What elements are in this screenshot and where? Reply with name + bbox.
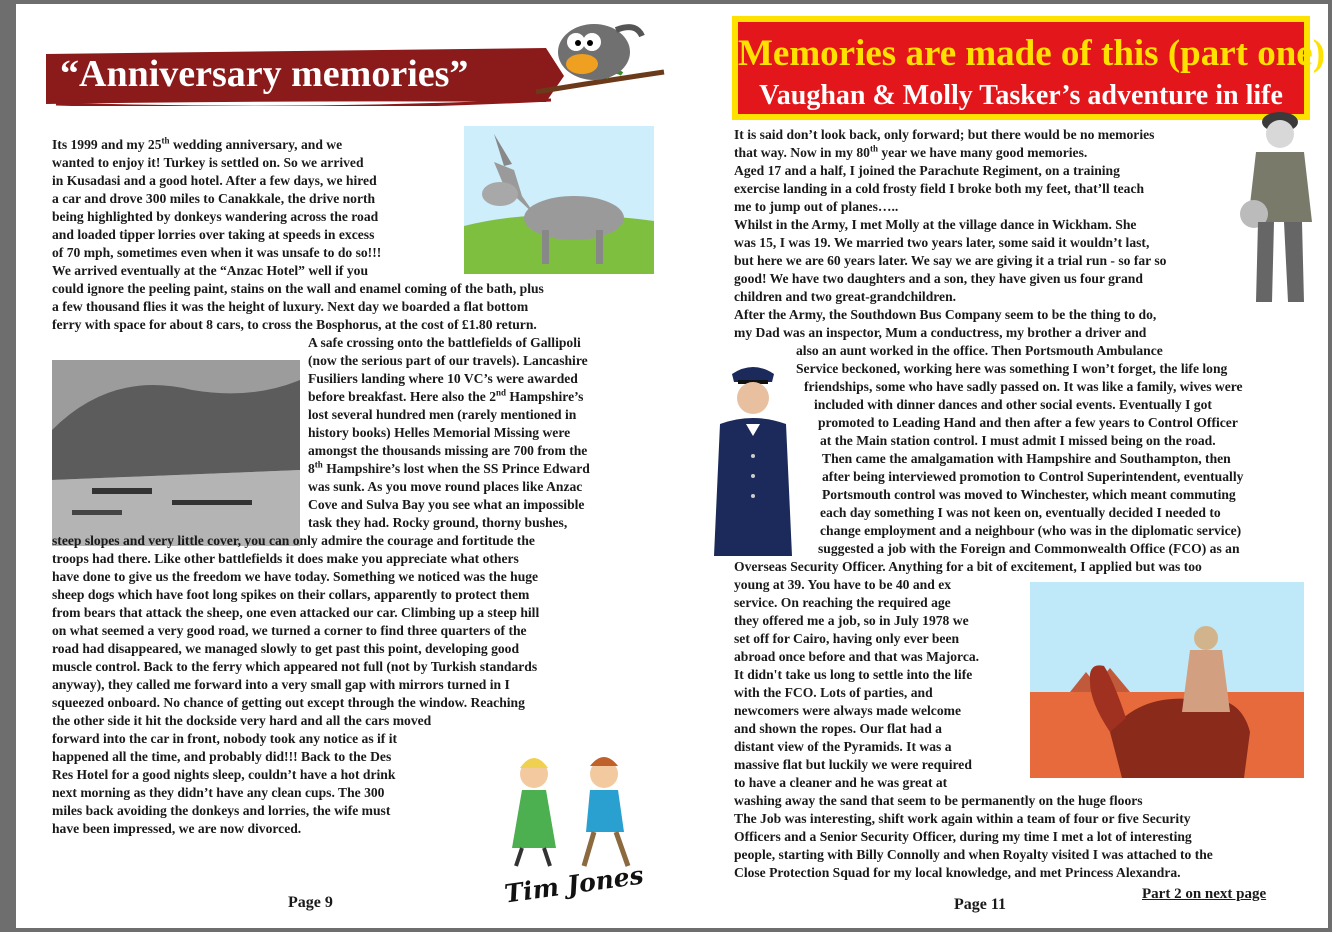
text-line: in Kusadasi and a good hotel. After a few days, we hired xyxy=(52,173,377,188)
text-line: washing away the sand that seem to be permanently on the huge floors xyxy=(734,793,1143,808)
text-line: at the Main station control. I must admit I missed being on the road. xyxy=(820,433,1216,448)
text-line: ferry with space for about 8 cars, to cross the Bosphorus, at the cost of £1.80 return. xyxy=(52,317,537,332)
text-line: (now the serious part of our travels). Lancashire xyxy=(308,353,588,368)
text-line: abroad once before and that was Majorca. xyxy=(734,649,980,664)
author-signature: Tim Jones xyxy=(502,860,646,909)
text-line: young at 39. You have to be 40 and ex xyxy=(734,577,952,592)
paratrooper-photo xyxy=(1234,102,1326,314)
text-line: Portsmouth control was moved to Winchester, which meant commuting xyxy=(822,487,1236,502)
bird-cartoon-icon xyxy=(536,12,666,122)
text-line: of 70 mph, sometimes even when it was unsafe to do so!!! xyxy=(52,245,382,260)
text-line: Cove and Sulva Bay you see what an impossible xyxy=(308,497,585,512)
page-number: Page 9 xyxy=(288,894,333,911)
text-line: on what seemed a very good road, we turned a corner to find three quarters of the xyxy=(52,623,527,638)
article-subtitle: Vaughan & Molly Tasker’s adventure in life xyxy=(759,80,1283,111)
title-banner xyxy=(732,16,1326,120)
text-line: It is said don’t look back, only forward; but there would be no memories xyxy=(734,127,1155,142)
text-line: distant view of the Pyramids. It was a xyxy=(734,739,952,754)
text-line: and shown the ropes. Our flat had a xyxy=(734,721,942,736)
text-line: The Job was interesting, shift work again within a team of four or five Security xyxy=(734,811,1191,826)
text-line: promoted to Leading Hand and then after a few years to Control Officer xyxy=(818,415,1238,430)
text-line: suggested a job with the Foreign and Commonwealth Office (FCO) as an xyxy=(818,541,1240,556)
text-line: Service beckoned, working here was something I won’t forget, the life long xyxy=(796,361,1228,376)
text-line: It didn't take us long to settle into the life xyxy=(734,667,973,682)
text-line: service. On reaching the required age xyxy=(734,595,951,610)
article-title: Memories are made of this (part one) xyxy=(738,33,1326,74)
text-line: people, starting with Billy Connolly and when Royalty visited I was attached to the xyxy=(734,847,1213,862)
text-line: friendships, some who have sadly passed on. It was like a family, wives were xyxy=(804,379,1243,394)
text-line: anyway), they called me forward into a very small gap with mirrors turned in I xyxy=(52,677,510,692)
text-line: task they had. Rocky ground, thorny bushes, xyxy=(308,515,568,530)
right-article-text xyxy=(734,126,1243,882)
text-line: but here we are 60 years later. We say we are giving it a trial run - so far so xyxy=(734,253,1167,268)
text-line: amongst the thousands missing are 700 from the xyxy=(308,443,588,458)
text-line: Aged 17 and a half, I joined the Parachute Regiment, on a training xyxy=(734,163,1120,178)
text-line: children and two great-grandchildren. xyxy=(734,289,957,304)
text-line: miles back avoiding the donkeys and lorries, the wife must xyxy=(52,803,391,818)
continued-link[interactable]: Part 2 on next page xyxy=(1142,886,1267,902)
text-line: Overseas Security Officer. Anything for a bit of excitement, I applied but was too xyxy=(734,559,1202,574)
text-line: wanted to enjoy it! Turkey is settled on. So we arrived xyxy=(52,155,364,170)
text-line: from bears that attack the sheep, one even attacked our car. Climbing up a steep hill xyxy=(52,605,540,620)
left-article-text xyxy=(52,136,590,838)
text-line: sheep dogs which have foot long spikes on their collars, apparently to protect them xyxy=(52,587,530,602)
article-title: “Anniversary memories” xyxy=(60,53,469,95)
text-line: before breakfast. Here also the 2nd Hampshire’s xyxy=(308,387,584,404)
text-line: road had disappeared, we managed slowly to get past this point, developing good xyxy=(52,641,520,656)
text-line: lost several hundred men (rarely mentioned in xyxy=(308,407,577,422)
text-line: newcomers were always made welcome xyxy=(734,703,961,718)
text-line: good! We have two daughters and a son, they have given us four grand xyxy=(734,271,1143,286)
text-line: to have a cleaner and he was great at xyxy=(734,775,948,790)
text-line: next morning as they didn’t have any clean cups. The 300 xyxy=(52,785,385,800)
couple-cartoon-image xyxy=(486,752,654,870)
text-line: A safe crossing onto the battlefields of Gallipoli xyxy=(308,335,581,350)
text-line: after being interviewed promotion to Control Superintendent, eventually xyxy=(822,469,1244,484)
text-line: Then came the amalgamation with Hampshire and Southampton, then xyxy=(822,451,1231,466)
title-banner-fill xyxy=(738,22,1326,114)
text-line: me to jump out of planes….. xyxy=(734,199,899,214)
text-line: a few thousand flies it was the height of luxury. Next day we boarded a flat bottom xyxy=(52,299,529,314)
text-line: Fusiliers landing where 10 VC’s were awarded xyxy=(308,371,578,386)
text-line: that way. Now in my 80th year we have many good memories. xyxy=(734,143,1088,160)
text-line: troops had there. Like other battlefields it does make you appreciate what others xyxy=(52,551,519,566)
text-line: a car and drove 300 miles to Canakkale, the drive north xyxy=(52,191,376,206)
text-line: happened all the time, and probably did!!! Back to the Des xyxy=(52,749,392,764)
text-line: change employment and a neighbour (who was in the diplomatic service) xyxy=(820,523,1242,538)
text-line: massive flat but luckily we were required xyxy=(734,757,972,772)
text-line: forward into the car in front, nobody took any notice as if it xyxy=(52,731,398,746)
page-number: Page 11 xyxy=(954,896,1006,913)
text-line: muscle control. Back to the ferry which appeared not full (not by Turkish standards xyxy=(52,659,538,674)
text-line: exercise landing in a cold frosty field I broke both my feet, that’ll teach xyxy=(734,181,1145,196)
text-line: was 15, I was 19. We married two years later, some said it wouldn’t last, xyxy=(734,235,1150,250)
text-line: Whilst in the Army, I met Molly at the village dance in Wickham. She xyxy=(734,217,1137,232)
text-line: they offered me a job, so in July 1978 we xyxy=(734,613,969,628)
text-line: included with dinner dances and other social events. Eventually I got xyxy=(814,397,1212,412)
text-line: each day something I was not keen on, eventually decided I needed to xyxy=(820,505,1221,520)
text-line: my Dad was an inspector, Mum a conductress, my brother a driver and xyxy=(734,325,1147,340)
text-line: have done to give us the freedom we have today. Something we noticed was the huge xyxy=(52,569,539,584)
text-line: Its 1999 and my 25th wedding anniversary, and we xyxy=(52,135,343,152)
text-line: squeezed onboard. No chance of getting out except through the window. Reaching xyxy=(52,695,525,710)
text-line: 8th Hampshire’s lost when the SS Prince Edward xyxy=(308,459,590,476)
right-page xyxy=(674,4,1328,928)
text-line: being highlighted by donkeys wandering across the road xyxy=(52,209,379,224)
text-line: the other side it hit the dockside very hard and all the cars moved xyxy=(52,713,432,728)
text-line: Officers and a Senior Security Officer, during my time I met a lot of interesting xyxy=(734,829,1192,844)
text-line: We arrived eventually at the “Anzac Hotel” well if you xyxy=(52,263,369,278)
text-line: also an aunt worked in the office. Then Portsmouth Ambulance xyxy=(796,343,1163,358)
text-line: Close Protection Squad for my local knowledge, and met Princess Alexandra. xyxy=(734,865,1181,880)
text-line: set off for Cairo, having only ever been xyxy=(734,631,960,646)
text-line: After the Army, the Southdown Bus Company seem to be the thing to do, xyxy=(734,307,1157,322)
text-line: and loaded tipper lorries over taking at speeds in excess xyxy=(52,227,375,242)
text-line: with the FCO. Lots of parties, and xyxy=(734,685,933,700)
left-page xyxy=(16,4,674,928)
text-line: was sunk. As you move round places like Anzac xyxy=(308,479,583,494)
text-line: steep slopes and very little cover, you can only admire the courage and fortitude the xyxy=(52,533,535,548)
text-line: could ignore the peeling paint, stains on the wall and enamel coming of the bath, plus xyxy=(52,281,544,296)
text-line: have been impressed, we are now divorced. xyxy=(52,821,302,836)
text-line: Res Hotel for a good nights sleep, couldn’t have a hot drink xyxy=(52,767,396,782)
text-line: history books) Helles Memorial Missing were xyxy=(308,425,571,440)
